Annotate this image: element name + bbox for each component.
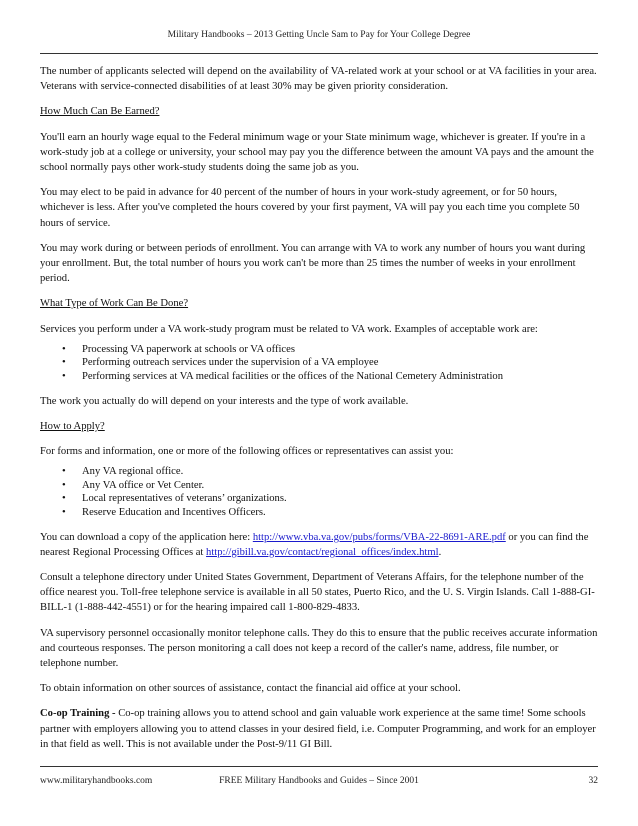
paragraph-coop-training: [40, 706, 602, 752]
footer-tagline: FREE Military Handbooks and Guides – Since 2001: [219, 776, 419, 786]
page-number: 32: [588, 776, 598, 786]
heading-how-to-apply: How to Apply?: [40, 420, 105, 432]
regional-offices-link[interactable]: http://gibill.va.gov/contact/regional_offices/index.html: [206, 546, 439, 558]
paragraph-download: [40, 530, 602, 560]
footer-site: www.militaryhandbooks.com: [40, 776, 153, 786]
heading-how-much-earned: How Much Can Be Earned?: [40, 106, 160, 118]
paragraph-other-sources: To obtain information on other sources of assistance, contact the financial aid office at your school.: [40, 683, 461, 695]
paragraph-wage: You'll earn an hourly wage equal to the Federal minimum wage or your State minimum wage, whichever is greater. If you're in a work-study job at a college or university, your school may pay you the difference between the amount VA pays and the amount the school normally pays other work-study students doing the same job as you.: [40, 131, 594, 174]
list-item: • Performing outreach services under the supervision of a VA employee: [40, 356, 602, 370]
coop-label: Co-op Training -: [40, 708, 116, 720]
paragraph-enrollment-hours: You may work during or between periods of enrollment. You can arrange with VA to work any number of hours you want during your enrollment. But, the total number of hours you work can't be more than 25 times the number of weeks in your enrollment period.: [40, 242, 586, 285]
paragraph-apply: For forms and information, one or more of the following offices or representatives can assist you:: [40, 446, 454, 458]
heading-type-of-work: What Type of Work Can Be Done?: [40, 298, 189, 310]
coop-text: Co-op training allows you to attend school and gain valuable work experience at the same time! Some schools partner with employers allowing you to attend classes in your desired field, i.e. Computer Programming, and work for an employer in that field as well. This is not available under the Post-9/11 GI Bill.: [40, 708, 596, 750]
work-examples-list: [40, 343, 602, 384]
paragraph-telephone: Consult a telephone directory under United States Government, Department of Veterans Affairs, for the telephone number of the office nearest you. Toll-free telephone service is available in all 50 states, Puerto Rico, and the U. S. Virgin Islands. Call 1-888-GI-BILL-1 (1-888-442-4551) or for the hearing impaired call 1-800-829-4833.: [40, 572, 595, 614]
list-item: • Any VA office or Vet Center.: [40, 479, 602, 493]
download-text-b: or you can find the nearest Regional Processing Offices at: [40, 531, 589, 558]
footer-rule: [40, 766, 598, 767]
download-text-a: You can download a copy of the application here:: [40, 531, 253, 543]
paragraph-monitoring: VA supervisory personnel occasionally monitor telephone calls. They do this to ensure that the public receives accurate information and courteous responses. The person monitoring a call does not keep a record of the caller's name, address, file number, or telephone number.: [40, 627, 598, 670]
list-item: • Processing VA paperwork at schools or VA offices: [40, 343, 602, 357]
paragraph-work-depends: The work you actually do will depend on your interests and the type of work available.: [40, 395, 409, 407]
header-rule: [40, 53, 598, 54]
list-item: • Local representatives of veterans’ organizations.: [40, 492, 602, 506]
list-item: • Any VA regional office.: [40, 465, 602, 479]
list-item: • Reserve Education and Incentives Officers.: [40, 506, 602, 520]
paragraph-work-services: Services you perform under a VA work-study program must be related to VA work. Examples of acceptable work are:: [40, 323, 538, 335]
application-form-link[interactable]: http://www.vba.va.gov/pubs/forms/VBA-22-8691-ARE.pdf: [252, 531, 506, 543]
download-text-c: .: [438, 546, 442, 558]
list-item: • Performing services at VA medical facilities or the offices of the National Cemetery Administration: [40, 370, 602, 384]
page-body: [40, 64, 602, 762]
apply-offices-list: [40, 465, 602, 519]
running-header: Military Handbooks – 2013 Getting Uncle Sam to Pay for Your College Degree: [167, 30, 471, 40]
paragraph-intro: The number of applicants selected will depend on the availability of VA-related work at your school or at VA facilities in your area. Veterans with service-connected disabilities of at least 30% may be given priority consideration.: [40, 66, 597, 93]
paragraph-advance-pay: You may elect to be paid in advance for 40 percent of the number of hours in your work-study agreement, or for 50 hours, whichever is less. After you've completed the hours covered by your first payment, VA will pay you each time you complete 50 hours of service.: [40, 187, 580, 229]
